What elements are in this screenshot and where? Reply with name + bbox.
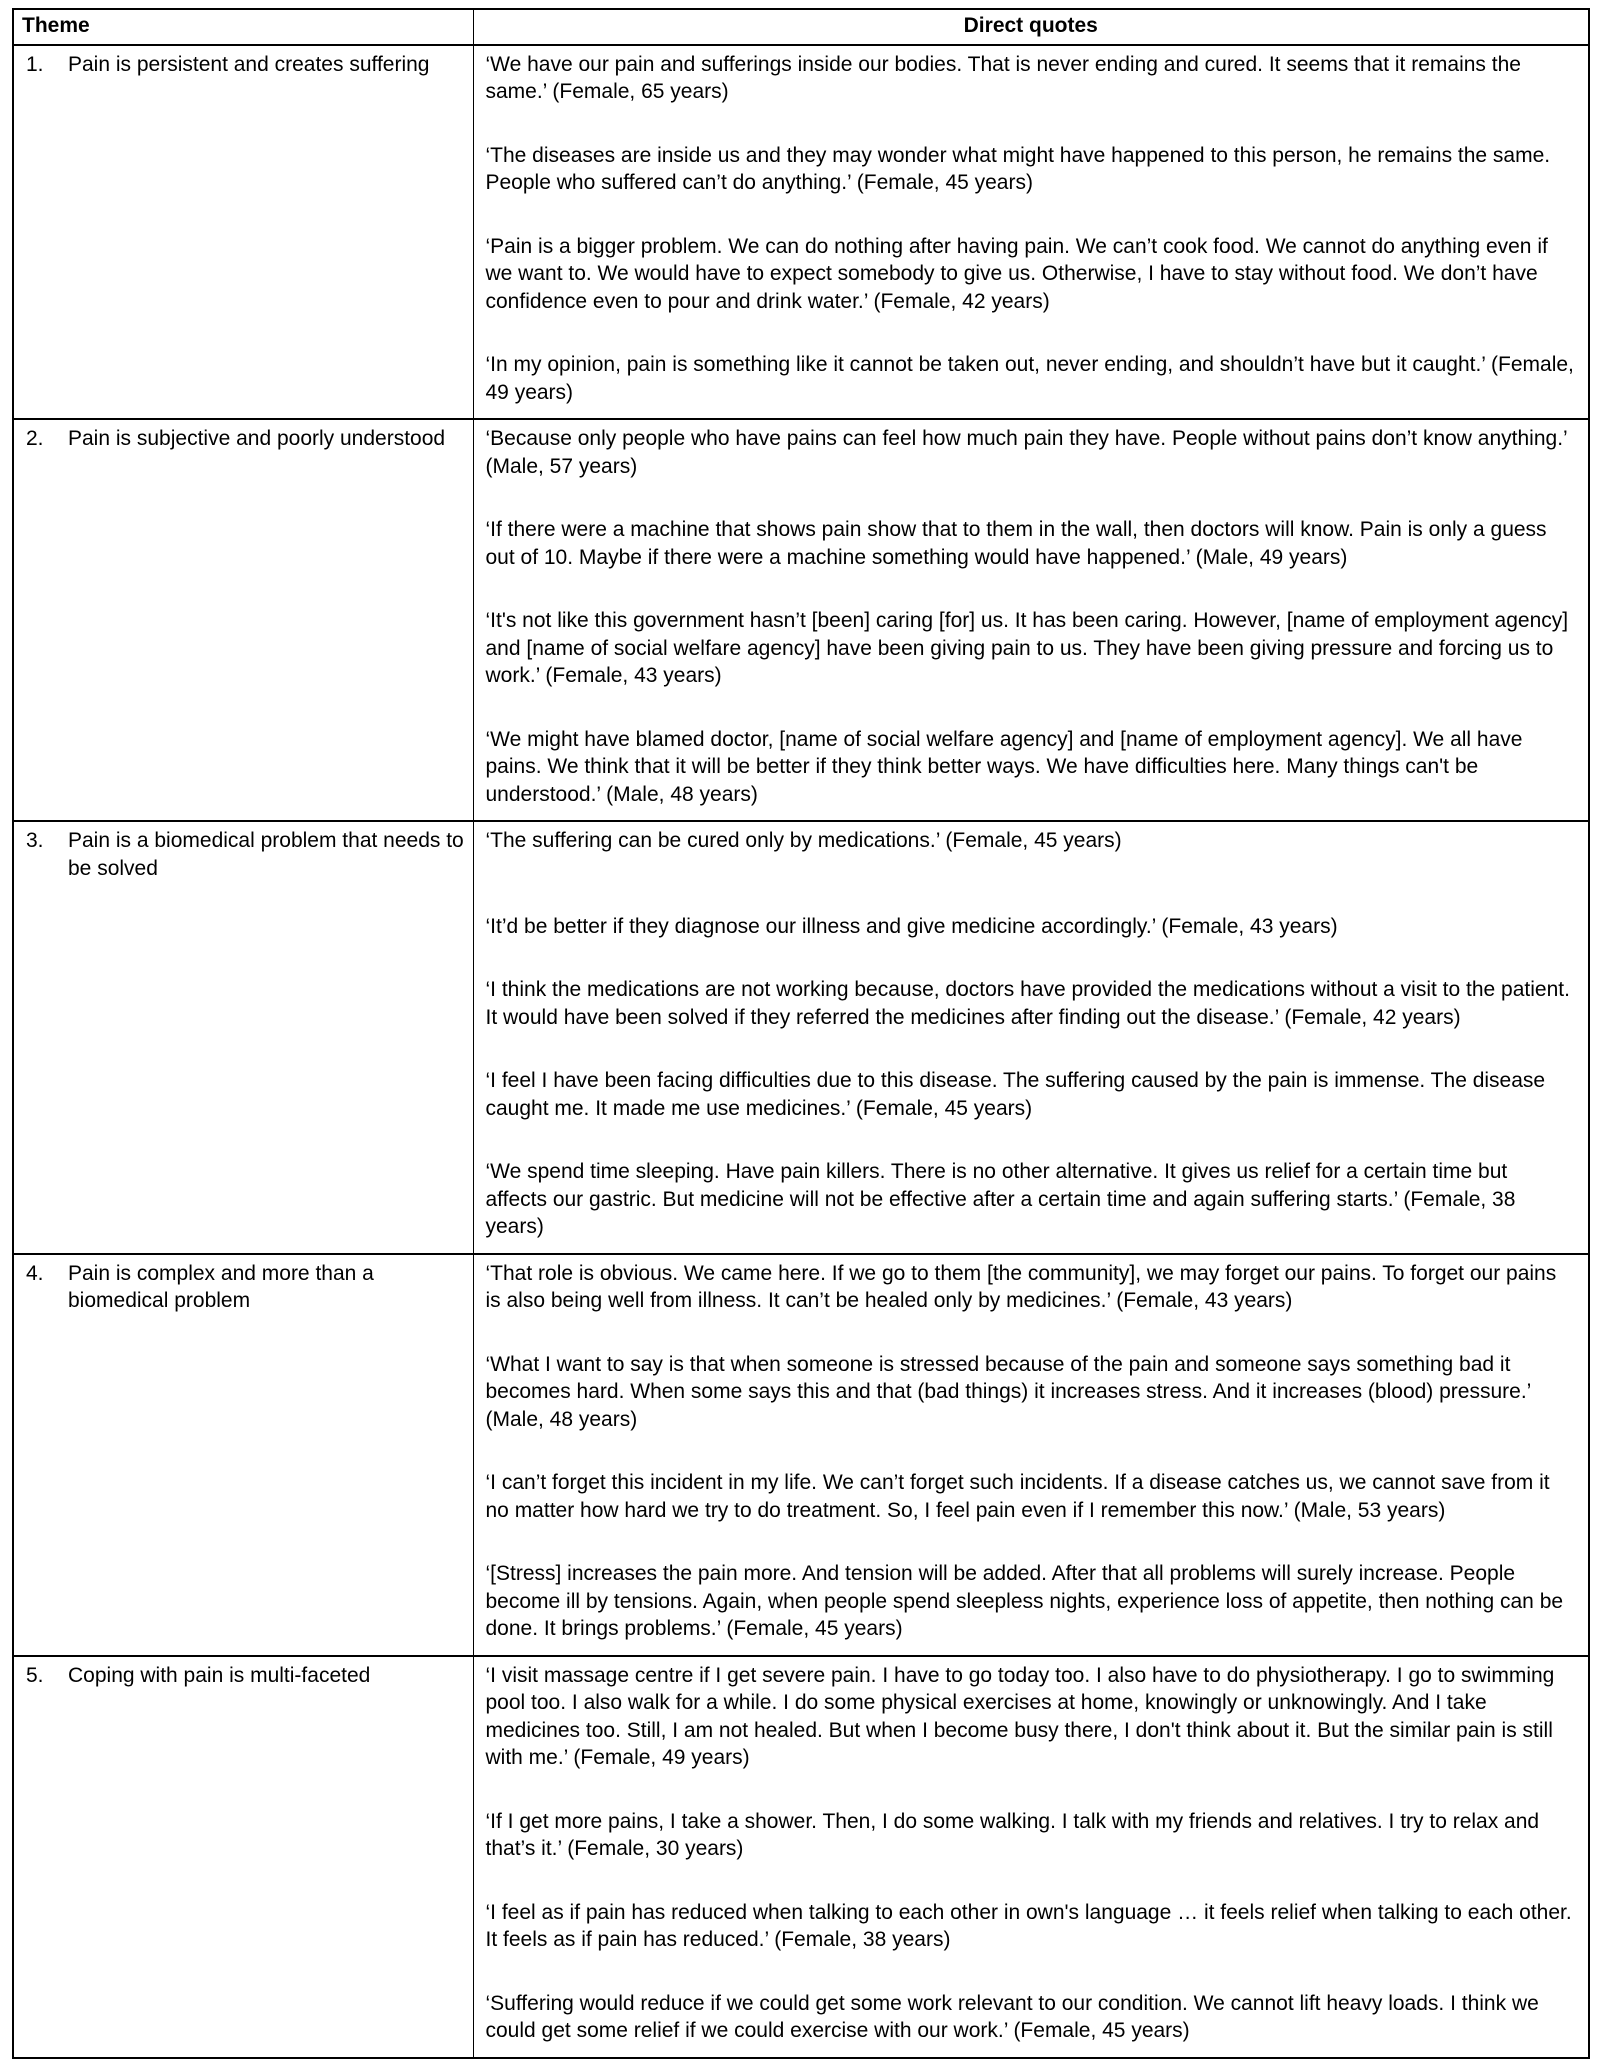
quote-item: ‘Suffering would reduce if we could get some work relevant to our condition. We cannot lift heavy loads. I think we could get some relief if we could exercise with our work.’ (Female, 45 years): [485, 1991, 1539, 2043]
quote-item: ‘That role is obvious. We came here. If we go to them [the community], we may forget our pains. To forget our pains is also being well from illness. It can’t be healed only by medicines.’ (Female, 43 years): [485, 1261, 1557, 1313]
table-row: [13, 1656, 1589, 2058]
table-row: [13, 821, 1589, 1254]
quote-item: ‘We have our pain and sufferings inside our bodies. That is never ending and cured. It seems that it remains the same.’ (Female, 65 years): [485, 52, 1521, 104]
quote-item: ‘If there were a machine that shows pain show that to them in the wall, then doctors will know. Pain is only a guess out of 10. Maybe if there were a machine something would have happened.’ (Male, 49 years): [485, 518, 1547, 569]
quote-item: ‘If I get more pains, I take a shower. Then, I do some walking. I talk with my friends and relatives. I try to relax and that’s it.’ (Female, 30 years): [485, 1809, 1540, 1861]
table-row: [13, 419, 1589, 821]
quote-item: ‘We spend time sleeping. Have pain killers. There is no other alternative. It gives us relief for a certain time but affects our gastric. But medicine will not be effective after a certain time and again suffering starts.’ (Female, 38 years): [485, 1160, 1516, 1239]
quote-item: ‘Pain is a bigger problem. We can do nothing after having pain. We can’t cook food. We cannot do anything even if we want to. We would have to expect somebody to give us. Otherwise, I have to stay without food. We don’t have confidence even to pour and drink water.’ (Female, 42 years): [485, 234, 1548, 313]
theme-number: 4.: [26, 1261, 44, 1285]
quotes-cell: [473, 419, 1589, 821]
theme-cell: [13, 1254, 473, 1656]
quotes-cell: [473, 1656, 1589, 2058]
quotes-cell: [473, 1254, 1589, 1656]
table-row: [13, 45, 1589, 420]
quote-item: ‘[Stress] increases the pain more. And tension will be added. After that all problems will surely increase. People become ill by tensions. Again, when people spend sleepless nights, experience loss of appetite, then nothing can be done. It brings problems.’ (Female, 45 years): [485, 1562, 1564, 1641]
theme-number: 1.: [26, 52, 44, 76]
theme-cell: [13, 1656, 473, 2058]
quote-item: ‘I feel as if pain has reduced when talking to each other in own's language … it feels relief when talking to each other. It feels as if pain has reduced.’ (Female, 38 years): [485, 1900, 1572, 1952]
theme-number: 3.: [26, 829, 44, 853]
quote-item: ‘We might have blamed doctor, [name of social welfare agency] and [name of employment agency]. We all have pains. We think that it will be better if they think better ways. We have difficulties here. Many things can't be understood.’ (Male, 48 years): [485, 727, 1523, 806]
table-header-row: [13, 9, 1589, 45]
theme-cell: [13, 45, 473, 420]
column-header-theme: Theme: [13, 9, 473, 45]
theme-cell: [13, 419, 473, 821]
quote-item: ‘In my opinion, pain is something like it cannot be taken out, never ending, and shouldn’t have but it caught.’ (Female, 49 years): [485, 353, 1574, 404]
quotes-cell: [473, 45, 1589, 420]
quote-item: ‘It’d be better if they diagnose our illness and give medicine accordingly.’ (Female, 43 years): [485, 914, 1338, 938]
column-header-direct-quotes: Direct quotes: [473, 9, 1589, 45]
quote-item: ‘I visit massage centre if I get severe pain. I have to go today too. I also have to do physiotherapy. I go to swimming pool too. I also walk for a while. I do some physical exercises at home, knowingly or unknowingly. And I take medicines too. Still, I am not healed. But when I become busy there, I don't think about it. But the similar pain is still with me.’ (Female, 49 years): [485, 1663, 1555, 1770]
theme-number: 5.: [26, 1663, 44, 1687]
theme-label: Pain is a biomedical problem that needs to be solved: [68, 829, 464, 880]
quote-item: ‘The suffering can be cured only by medications.’ (Female, 45 years): [485, 829, 1122, 853]
theme-cell: [13, 821, 473, 1254]
theme-number: 2.: [26, 427, 44, 451]
theme-label: Pain is subjective and poorly understood: [68, 427, 446, 451]
quote-item: ‘What I want to say is that when someone is stressed because of the pain and someone says something bad it becomes hard. When some says this and that (bad things) it increases stress. And it increases (blood) pressure.’ (Male, 48 years): [485, 1352, 1531, 1431]
quote-item: ‘Because only people who have pains can feel how much pain they have. People without pains don’t know anything.’ (Male, 57 years): [485, 427, 1567, 478]
quote-item: ‘It's not like this government hasn’t [been] caring [for] us. It has been caring. However, [name of employment agency] and [name of social welfare agency] have been giving pain to us. They have been giving pressure and forcing us to work.’ (Female, 43 years): [485, 609, 1569, 688]
table-header: [13, 9, 1589, 45]
quote-item: ‘I think the medications are not working because, doctors have provided the medications without a visit to the patient. It would have been solved if they referred the medicines after finding out the disease.’ (Female, 42 years): [485, 978, 1570, 1029]
themes-quotes-table: [12, 8, 1590, 2059]
theme-label: Pain is complex and more than a biomedical problem: [68, 1261, 374, 1313]
quote-item: ‘I feel I have been facing difficulties due to this disease. The suffering caused by the pain is immense. The disease caught me. It made me use medicines.’ (Female, 45 years): [485, 1069, 1546, 1120]
quote-item: ‘The diseases are inside us and they may wonder what might have happened to this person, he remains the same. People who suffered can’t do anything.’ (Female, 45 years): [485, 143, 1551, 195]
table-body: [13, 45, 1589, 2058]
theme-label: Pain is persistent and creates suffering: [68, 52, 430, 76]
quotes-cell: [473, 821, 1589, 1254]
theme-label: Coping with pain is multi-faceted: [68, 1663, 371, 1687]
quote-item: ‘I can’t forget this incident in my life. We can’t forget such incidents. If a disease catches us, we cannot save from it no matter how hard we try to do treatment. So, I feel pain even if I remember this now.’ (Male, 53 years): [485, 1471, 1550, 1522]
table-row: [13, 1254, 1589, 1656]
